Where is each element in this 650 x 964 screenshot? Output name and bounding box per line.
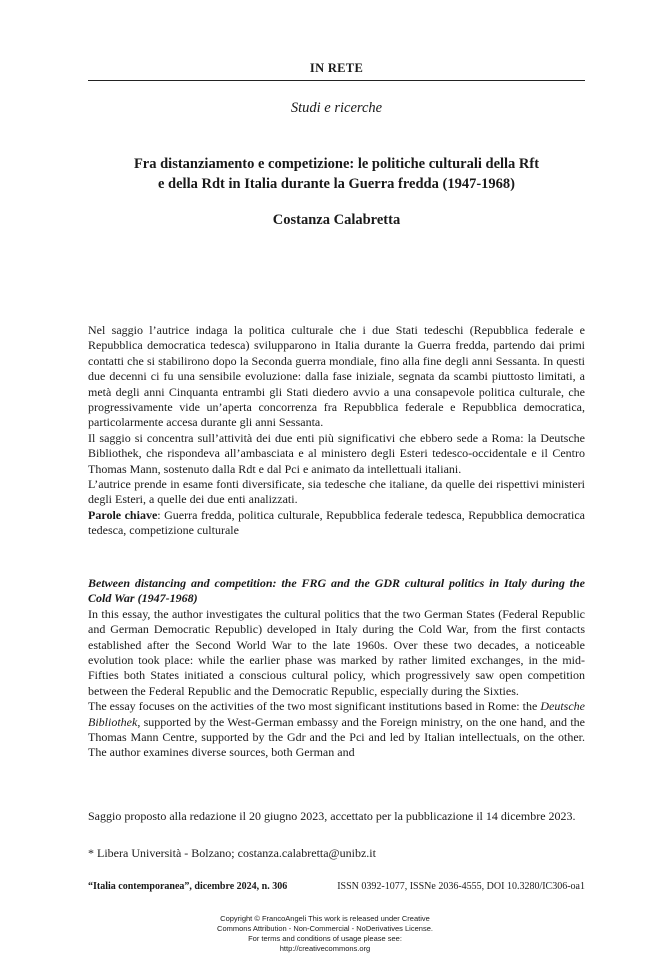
article-title-line-2: e della Rdt in Italia durante la Guerra fredda (1947-1968) [158, 176, 515, 192]
keywords [88, 508, 585, 539]
article-title [88, 154, 585, 194]
article-author: Costanza Calabretta [272, 212, 401, 228]
section-header: IN RETE [309, 61, 364, 75]
abstract-en-title: Between distancing and competition: the FRG and the GDR cultural politics in Italy during the Cold War (1947-1968) [88, 576, 585, 606]
abstract-it-paragraph-3: L’autrice prende in esame fonti diversificate, sia tedesche che italiane, da quelle dei rispettivi ministeri degli Esteri, a quelle dei due enti analizzati. [88, 477, 585, 507]
author-affiliation: * Libera Università - Bolzano; costanza.calabretta@unibz.it [88, 846, 376, 860]
header-rule [88, 80, 585, 81]
section-subheader: Studi e ricerche [290, 100, 383, 116]
footer-journal: “Italia contemporanea”, dicembre 2024, n. 306 [88, 881, 288, 892]
abstract-italian [88, 323, 585, 539]
copyright-line-2: Commons Attribution - Non-Commercial - NoDerivatives License. [217, 924, 433, 933]
abstract-english [88, 576, 585, 761]
abstract-it-paragraph-2: Il saggio si concentra sull’attività dei due enti più significativi che ebbero sede a Roma: la Deutsche Bibliothek, che rispondeva all’ambasciata e al ministero degli Esteri tedesco-occidentale e il Centro Thomas Mann, sostenuto dalla Rdt e dal Pci e animato da intellettuali italiani. [88, 430, 585, 476]
deutsche-bibliothek-italic: Deutsche Bibliothek [88, 699, 585, 729]
submission-note-text [88, 808, 585, 824]
keywords-list: : Guerra fredda, politica culturale, Repubblica federale tedesca, Repubblica democratica tedesca, competizione culturale [88, 507, 586, 538]
copyright-notice [175, 914, 475, 954]
abstract-en-paragraph-1: In this essay, the author investigates the cultural politics that the two German States (Federal Republic and German Democratic Republic) developed in Italy during the Cold War, from the first contacts established after the Second World War to the late 1960s. Over these two decades, a noticeable evolution took place: while the earlier phase was marked by rather limited exchanges, in the mid-Fifties both States initiated a conscious cultural policy, which progressively saw open competition between the Federal Republic and the Democratic Republic, especially during the Sixties. [88, 606, 585, 698]
copyright-link[interactable]: http://creativecommons.org [279, 944, 371, 953]
abstract-en-paragraph-2 [88, 699, 585, 761]
copyright-line-1: Copyright © FrancoAngeli This work is released under Creative [220, 914, 430, 923]
keywords-label: Parole chiave [88, 507, 158, 522]
submission-note [88, 808, 585, 824]
footer-issn-doi: ISSN 0392-1077, ISSNe 2036-4555, DOI 10.3280/IC306-oa1 [337, 881, 585, 892]
abstract-it-paragraph-1: Nel saggio l’autrice indaga la politica culturale che i due Stati tedeschi (Repubblica federale e Repubblica democratica tedesca) svilupparono in Italia durante la Guerra fredda, partendo dai primi contatti che si stabilirono dopo la Seconda guerra mondiale, fino alla fine degli anni Sessanta. In questi due decenni ci fu una sensibile evoluzione: dalla fase iniziale, segnata da scambi piuttosto limitati, a metà degli anni Cinquanta entrambi gli Stati diedero avvio a una consapevole politica culturale, che progressivamente vide un’aperta concorrenza fra Repubblica federale e Repubblica democratica, particolarmente accesa durante gli anni Sessanta. [88, 323, 585, 430]
abstract-en-p2-text-b: , supported by the West-German embassy and the Foreign ministry, on the one hand, and the Thomas Mann Centre, supported by the Gdr and the Pci and led by Italian intellectuals, on the other. The author examines diverse sources, both German and [88, 714, 585, 760]
copyright-line-3: For terms and conditions of usage please see: [248, 934, 402, 943]
abstract-en-p2-text-a: The essay focuses on the activities of the two most significant institutions based in Rome: the [88, 699, 541, 714]
article-title-line-1: Fra distanziamento e competizione: le politiche culturali della Rft [133, 156, 540, 172]
submission-note-content: Saggio proposto alla redazione il 20 giugno 2023, accettato per la pubblicazione il 14 dicembre 2023. [88, 809, 576, 823]
